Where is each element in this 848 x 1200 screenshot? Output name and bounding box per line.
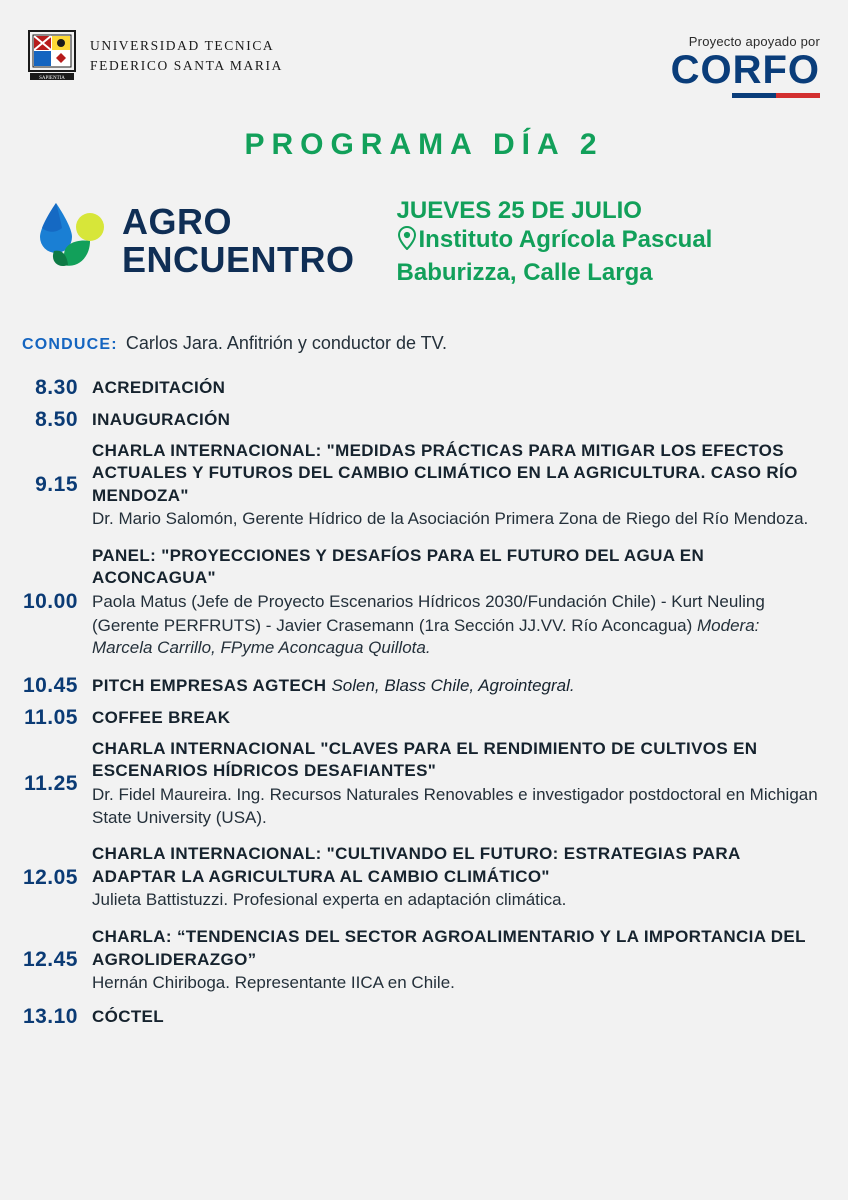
schedule-desc: Paola Matus (Jefe de Proyecto Escenarios Hídricos 2030/Fundación Chile) - Kurt Neuling (92, 591, 765, 611)
schedule-desc: Hernán Chiriboga. Representante IICA en Chile. (92, 972, 455, 992)
page-header (0, 0, 848, 98)
sponsor-block (671, 30, 820, 98)
schedule-desc-part: (Gerente PERFRUTS) - Javier Crasemann (1ra Sección JJ.VV. Río Aconcagua) (92, 615, 693, 635)
schedule-row (14, 545, 824, 660)
sponsor-pretext: Proyecto apoyado por (688, 34, 820, 49)
schedule-title: ACREDITACIÓN (92, 377, 226, 397)
brand-row (0, 196, 848, 287)
schedule-row (14, 674, 824, 698)
usm-shield-icon (28, 30, 76, 82)
schedule-title: CHARLA INTERNACIONAL "CLAVES PARA EL RENDIMIENTO DE CULTIVOS EN ESCENARIOS HÍDRICOS DESAFIANTES" (92, 739, 758, 781)
schedule-title: CHARLA INTERNACIONAL: "MEDIDAS PRÁCTICAS PARA MITIGAR LOS EFECTOS ACTUALES Y FUTUROS DEL CAMBIO CLIMÁTICO EN LA AGRICULTURA. CASO RÍO MENDOZA" (92, 440, 798, 505)
schedule-body (92, 1006, 824, 1028)
schedule-desc: Dr. Mario Salomón, Gerente Hídrico de la Asociación Primera Zona de Riego del Río Mendoza. (92, 509, 809, 529)
schedule-row (14, 408, 824, 432)
corfo-logo-bars (671, 93, 820, 98)
schedule-row (14, 440, 824, 531)
university-logo-block (28, 30, 283, 82)
schedule-time: 8.30 (35, 375, 78, 399)
location-pin-icon (397, 226, 417, 257)
schedule-body (92, 440, 824, 531)
event-date: JUEVES 25 DE JULIO (396, 197, 642, 224)
agroencuentro-wordmark (122, 203, 355, 279)
schedule-time: 13.10 (22, 1004, 78, 1028)
svg-text:SAPIENTIA: SAPIENTIA (39, 76, 65, 81)
schedule-row (14, 1005, 824, 1029)
corfo-logo-text: CORFO (670, 48, 820, 92)
schedule-body (92, 707, 824, 729)
host-value: Carlos Jara. Anfitrión y conductor de TV. (125, 332, 447, 353)
schedule-row (14, 376, 824, 400)
schedule-row (14, 738, 824, 829)
schedule-time: 12.45 (22, 948, 78, 972)
event-venue-line1-wrap (397, 225, 713, 257)
university-name-line1: UNIVERSIDAD TECNICA (90, 38, 275, 54)
page-title: PROGRAMA DÍA 2 (244, 128, 604, 161)
schedule-title: INAUGURACIÓN (92, 409, 231, 429)
schedule-body (92, 377, 824, 399)
event-place-block (397, 196, 713, 287)
host-label: CONDUCE: (22, 335, 118, 353)
event-venue-line1: Instituto Agrícola Pascual (418, 226, 713, 254)
agroencuentro-line2: ENCUENTRO (122, 239, 355, 281)
schedule-title-trail: Solen, Blass Chile, Agrointegral. (331, 675, 575, 695)
schedule-desc: Julieta Battistuzzi. Profesional experta en adaptación climática. (92, 890, 567, 910)
schedule-desc: Dr. Fidel Maureira. Ing. Recursos Naturales Renovables e investigador postdoctoral en Michigan State University (USA). (92, 784, 818, 827)
schedule-body (92, 409, 824, 431)
schedule-body (92, 926, 824, 995)
event-venue-line2: Baburizza, Calle Larga (396, 258, 653, 286)
schedule-desc-moderator: Modera: Marcela Carrillo, FPyme Aconcagua Quillota. (92, 615, 760, 658)
schedule-title (92, 675, 824, 697)
schedule-row (14, 843, 824, 912)
schedule-desc (92, 615, 824, 661)
agroencuentro-line1: AGRO (122, 201, 232, 243)
schedule-time: 8.50 (35, 407, 78, 431)
schedule-time: 10.00 (22, 590, 78, 614)
schedule-body (92, 545, 824, 660)
schedule-time: 9.15 (35, 473, 78, 497)
water-drop-leaf-icon (34, 199, 108, 283)
host-row (0, 333, 848, 354)
university-name (90, 36, 283, 75)
schedule-title: PANEL: "PROYECCIONES Y DESAFÍOS PARA EL FUTURO DEL AGUA EN ACONCAGUA" (92, 545, 705, 588)
schedule-title-text: PITCH EMPRESAS AGTECH (92, 675, 327, 695)
schedule-title: COFFEE BREAK (92, 707, 231, 727)
schedule-time: 11.05 (24, 706, 78, 730)
schedule-body (92, 738, 824, 829)
university-name-line2: FEDERICO SANTA MARIA (90, 58, 283, 73)
schedule-time: 11.25 (24, 771, 78, 795)
schedule-title: CHARLA: “TENDENCIAS DEL SECTOR AGROALIMENTARIO Y LA IMPORTANCIA DEL AGROLIDERAZGO” (92, 927, 806, 969)
schedule-title: CHARLA INTERNACIONAL: "CULTIVANDO EL FUTURO: ESTRATEGIAS PARA ADAPTAR LA AGRICULTURA AL CAMBIO CLIMÁTICO" (92, 844, 740, 886)
schedule-row (14, 926, 824, 995)
schedule-title: CÓCTEL (92, 1006, 164, 1026)
schedule-time: 12.05 (22, 865, 78, 889)
schedule-body (92, 675, 824, 697)
schedule-list (0, 376, 848, 1029)
schedule-time: 10.45 (22, 674, 78, 698)
agroencuentro-logo (34, 199, 355, 283)
schedule-row (14, 706, 824, 730)
schedule-body (92, 843, 824, 912)
